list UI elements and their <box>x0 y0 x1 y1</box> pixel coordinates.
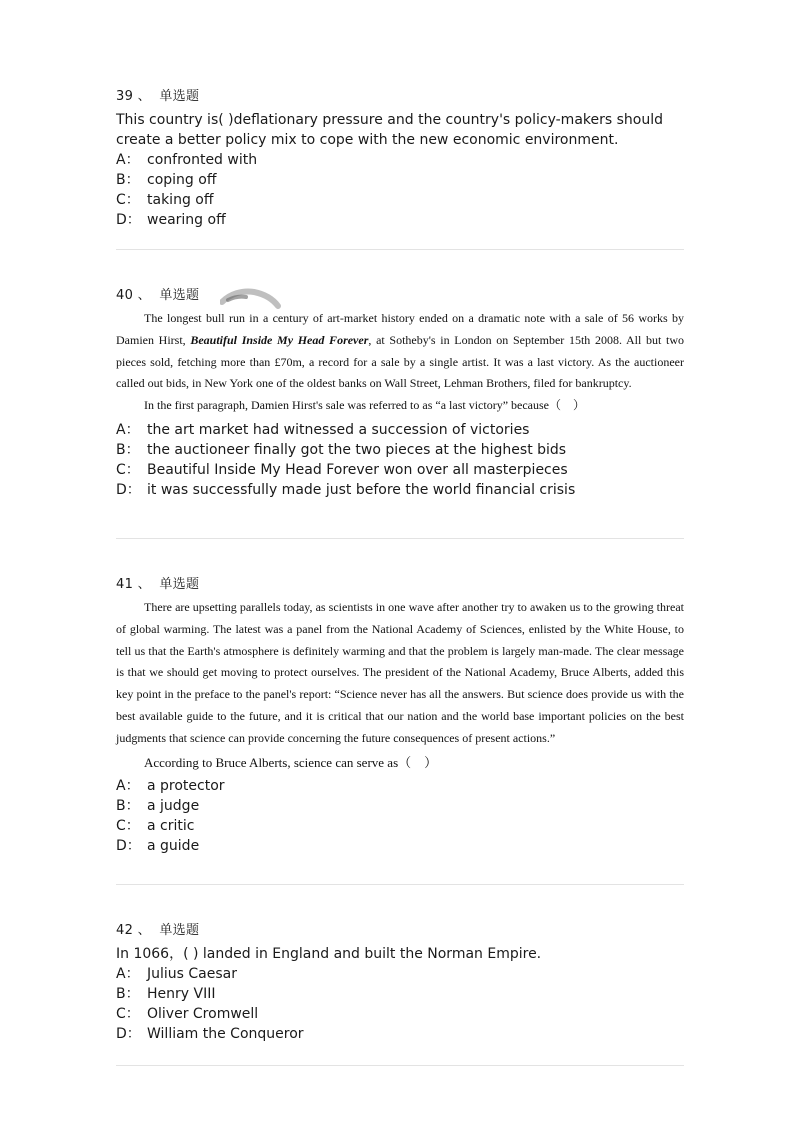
question-number: 40 <box>116 288 134 303</box>
option-letter: A： <box>116 778 140 795</box>
option-letter: D： <box>116 481 141 498</box>
option-letter: B： <box>116 172 140 188</box>
option-a[interactable] <box>116 420 684 440</box>
question-divider <box>116 538 684 539</box>
question-separator: 、 <box>137 89 151 104</box>
passage-text: , at Sotheby's in London on September 15th 2008. All but two pieces sold, fetching more than £70m, a record for a sale by a single artist. It was a last victory. As the auctioneer called out bids, in New York one of the oldest banks on Wall Street, Lehman Brothers, filed for bankruptcy. <box>116 332 684 391</box>
option-text: a guide <box>147 838 200 855</box>
question-type: 单选题 <box>159 923 200 938</box>
option-text: William the Conqueror <box>147 1026 304 1042</box>
question-text: In 1066，( ) landed in England and built the Norman Empire. <box>116 946 542 962</box>
option-letter: C： <box>116 1006 140 1022</box>
option-b[interactable] <box>116 984 684 1004</box>
reading-passage <box>116 597 684 773</box>
option-text: Julius Caesar <box>147 966 237 982</box>
question-divider <box>116 884 684 885</box>
option-c[interactable] <box>116 1004 684 1024</box>
option-text: a critic <box>147 818 195 835</box>
question-number: 39 <box>116 89 134 104</box>
question-type: 单选题 <box>159 577 200 592</box>
option-letter: B： <box>116 441 140 458</box>
option-text: coping off <box>147 172 217 188</box>
option-letter: C： <box>116 192 140 208</box>
option-letter: A： <box>116 152 140 168</box>
question-stem: According to Bruce Alberts, science can serve as（ ） <box>144 754 438 770</box>
option-letter: C： <box>116 818 140 835</box>
question-divider <box>116 249 684 250</box>
option-c[interactable] <box>116 190 684 210</box>
option-b[interactable] <box>116 796 684 816</box>
question-separator: 、 <box>137 577 151 592</box>
option-letter: A： <box>116 966 140 982</box>
option-b[interactable] <box>116 440 684 460</box>
option-text: taking off <box>147 192 214 208</box>
option-letter: A： <box>116 421 140 438</box>
artwork-title: Beautiful Inside My Head Forever <box>190 332 369 347</box>
option-text: wearing off <box>147 212 226 228</box>
question-header <box>116 921 684 941</box>
question-42 <box>116 921 684 1044</box>
option-a[interactable] <box>116 964 684 984</box>
question-stem: In the first paragraph, Damien Hirst's sale was referred to as “a last victory” because（ ） <box>144 398 585 413</box>
question-type: 单选题 <box>159 89 200 104</box>
question-39 <box>116 87 684 230</box>
option-text: confronted with <box>147 152 258 168</box>
question-number: 41 <box>116 577 134 592</box>
question-separator: 、 <box>137 923 151 938</box>
option-text: the auctioneer finally got the two pieces at the highest bids <box>147 441 567 458</box>
option-a[interactable] <box>116 776 684 796</box>
question-header <box>116 286 684 306</box>
question-40 <box>116 286 684 500</box>
option-text: Beautiful Inside My Head Forever won over all masterpieces <box>147 461 568 478</box>
option-text: a judge <box>147 798 200 815</box>
question-separator: 、 <box>137 288 151 303</box>
option-b[interactable] <box>116 170 684 190</box>
option-c[interactable] <box>116 460 684 480</box>
option-letter: C： <box>116 461 140 478</box>
option-letter: B： <box>116 986 140 1002</box>
reading-passage <box>116 308 684 417</box>
passage-text: There are upsetting parallels today, as scientists in one wave after another try to awaken us to the growing threat of global warming. The latest was a panel from the National Academy of Sciences, enlisted by the White House, to tell us that the Earth's atmosphere is definitely warming and that the problem is largely man-made. The clear message is that we should get moving to protect ourselves. The president of the National Academy, Bruce Alberts, added this key point in the preface to the panel's report: “Science never has all the answers. But science does provide us with the best available guide to the future, and it is critical that our nation and the world base important policies on the best judgments that science can provide concerning the future consequences of present actions.” <box>116 600 684 745</box>
passage-text: The longest bull run in a century of art-market history ended on a dramatic note with a sale of 56 works by Damien Hirst, <box>116 311 684 347</box>
option-d[interactable] <box>116 210 684 230</box>
option-text: it was successfully made just before the world financial crisis <box>147 481 576 498</box>
option-letter: D： <box>116 212 141 228</box>
question-number: 42 <box>116 923 134 938</box>
question-text: This country is( )deflationary pressure and the country's policy-makers should create a better policy mix to cope with the new economic environment. <box>116 112 663 148</box>
question-type: 单选题 <box>159 288 200 303</box>
option-letter: D： <box>116 1026 141 1042</box>
option-d[interactable] <box>116 1024 684 1044</box>
question-header <box>116 575 684 595</box>
option-text: a protector <box>147 778 225 795</box>
option-a[interactable] <box>116 150 684 170</box>
question-header <box>116 87 684 107</box>
option-letter: D： <box>116 838 141 855</box>
option-letter: B： <box>116 798 140 815</box>
option-d[interactable] <box>116 480 684 500</box>
question-divider <box>116 1065 684 1066</box>
option-d[interactable] <box>116 836 684 856</box>
option-text: Oliver Cromwell <box>147 1006 259 1022</box>
option-text: Henry VIII <box>147 986 216 1002</box>
question-41 <box>116 575 684 856</box>
option-c[interactable] <box>116 816 684 836</box>
option-text: the art market had witnessed a succession of victories <box>147 421 530 438</box>
